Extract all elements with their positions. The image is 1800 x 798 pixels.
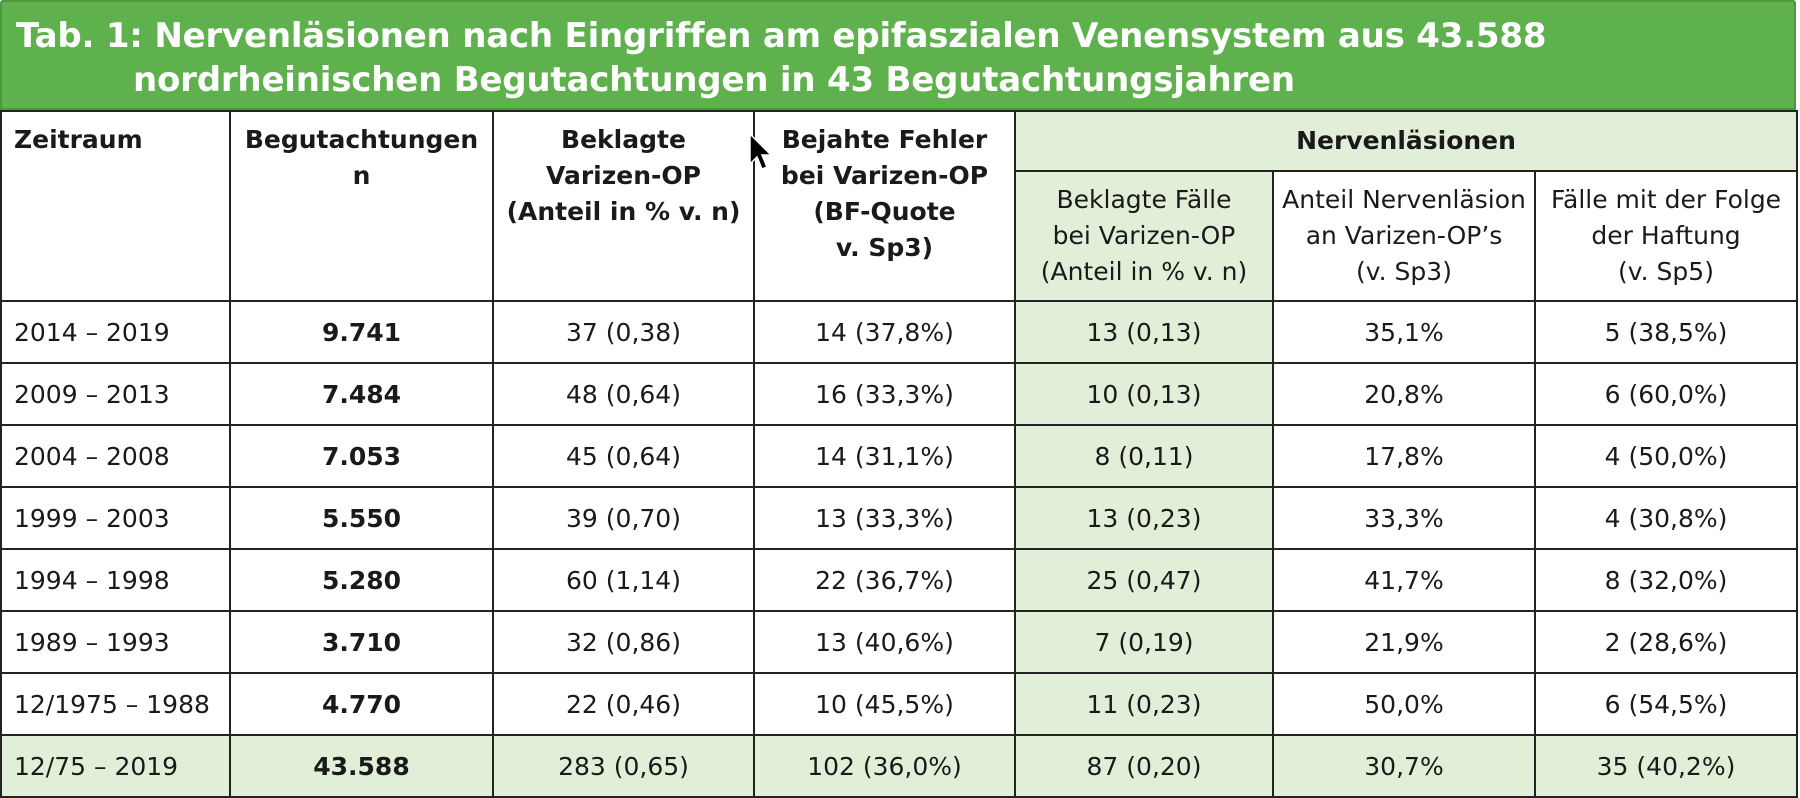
cell-begutachtungen: 9.741 [230, 301, 493, 363]
cell-begutachtungen: 7.484 [230, 363, 493, 425]
cell-anteil: 41,7% [1273, 549, 1535, 611]
cell-haftung: 35 (40,2%) [1535, 735, 1797, 797]
table-row-total [1, 735, 1797, 797]
cell-beklagte: 37 (0,38) [493, 301, 754, 363]
cell-zeitraum: 2014 – 2019 [1, 301, 230, 363]
cell-begutachtungen: 4.770 [230, 673, 493, 735]
cell-bejahte: 16 (33,3%) [754, 363, 1015, 425]
header-begutachtungen: Begutachtungen n [230, 111, 493, 301]
table-title-line-2: nordrheinischen Begutachtungen in 43 Begutachtungsjahren [133, 60, 1295, 100]
cell-anteil: 50,0% [1273, 673, 1535, 735]
cell-begutachtungen: 5.550 [230, 487, 493, 549]
cell-begutachtungen: 3.710 [230, 611, 493, 673]
cell-beklagte-faelle: 10 (0,13) [1015, 363, 1273, 425]
data-table [0, 110, 1798, 798]
header-anteil-nervenlaesion: Anteil Nervenläsion an Varizen-OP’s (v. Sp3) [1273, 171, 1535, 301]
cell-bejahte: 13 (33,3%) [754, 487, 1015, 549]
cell-anteil: 33,3% [1273, 487, 1535, 549]
header-nervenlaesionen-group: Nervenläsionen [1015, 111, 1797, 171]
cell-begutachtungen: 43.588 [230, 735, 493, 797]
cell-zeitraum: 12/75 – 2019 [1, 735, 230, 797]
cell-beklagte-faelle: 13 (0,13) [1015, 301, 1273, 363]
cell-beklagte: 48 (0,64) [493, 363, 754, 425]
cell-bejahte: 14 (37,8%) [754, 301, 1015, 363]
cell-beklagte-faelle: 7 (0,19) [1015, 611, 1273, 673]
cell-beklagte: 32 (0,86) [493, 611, 754, 673]
cell-begutachtungen: 7.053 [230, 425, 493, 487]
table-row [1, 363, 1797, 425]
cell-zeitraum: 1989 – 1993 [1, 611, 230, 673]
cell-zeitraum: 12/1975 – 1988 [1, 673, 230, 735]
cell-zeitraum: 2004 – 2008 [1, 425, 230, 487]
header-bejahte-fehler: Bejahte Fehler bei Varizen-OP (BF-Quote v. Sp3) [754, 111, 1015, 301]
cell-anteil: 17,8% [1273, 425, 1535, 487]
table-row [1, 549, 1797, 611]
cell-haftung: 4 (50,0%) [1535, 425, 1797, 487]
cell-beklagte: 60 (1,14) [493, 549, 754, 611]
cell-beklagte-faelle: 11 (0,23) [1015, 673, 1273, 735]
cell-anteil: 21,9% [1273, 611, 1535, 673]
cell-beklagte: 283 (0,65) [493, 735, 754, 797]
header-zeitraum: Zeitraum [1, 111, 230, 301]
cell-haftung: 4 (30,8%) [1535, 487, 1797, 549]
mouse-pointer-icon [748, 132, 772, 172]
table-title-bar [0, 0, 1796, 110]
cell-anteil: 30,7% [1273, 735, 1535, 797]
cell-beklagte: 45 (0,64) [493, 425, 754, 487]
header-beklagte-varizen-op: Beklagte Varizen-OP (Anteil in % v. n) [493, 111, 754, 301]
header-beklagte-faelle: Beklagte Fälle bei Varizen-OP (Anteil in % v. n) [1015, 171, 1273, 301]
table-row [1, 673, 1797, 735]
table-title-line-1: Tab. 1: Nervenläsionen nach Eingriffen am epifaszialen Venensystem aus 43.588 [16, 16, 1547, 56]
cell-haftung: 6 (60,0%) [1535, 363, 1797, 425]
cell-anteil: 35,1% [1273, 301, 1535, 363]
cell-zeitraum: 1994 – 1998 [1, 549, 230, 611]
cell-begutachtungen: 5.280 [230, 549, 493, 611]
cell-beklagte: 22 (0,46) [493, 673, 754, 735]
cell-zeitraum: 2009 – 2013 [1, 363, 230, 425]
cell-haftung: 6 (54,5%) [1535, 673, 1797, 735]
cell-bejahte: 10 (45,5%) [754, 673, 1015, 735]
table-row [1, 425, 1797, 487]
table-row [1, 301, 1797, 363]
cell-haftung: 8 (32,0%) [1535, 549, 1797, 611]
table-row [1, 611, 1797, 673]
cell-beklagte-faelle: 13 (0,23) [1015, 487, 1273, 549]
cell-haftung: 2 (28,6%) [1535, 611, 1797, 673]
cell-bejahte: 22 (36,7%) [754, 549, 1015, 611]
cell-bejahte: 13 (40,6%) [754, 611, 1015, 673]
cell-beklagte: 39 (0,70) [493, 487, 754, 549]
header-faelle-haftung: Fälle mit der Folge der Haftung (v. Sp5) [1535, 171, 1797, 301]
cell-haftung: 5 (38,5%) [1535, 301, 1797, 363]
table-row [1, 487, 1797, 549]
cell-beklagte-faelle: 8 (0,11) [1015, 425, 1273, 487]
cell-beklagte-faelle: 25 (0,47) [1015, 549, 1273, 611]
cell-zeitraum: 1999 – 2003 [1, 487, 230, 549]
cell-beklagte-faelle: 87 (0,20) [1015, 735, 1273, 797]
cell-bejahte: 102 (36,0%) [754, 735, 1015, 797]
cell-anteil: 20,8% [1273, 363, 1535, 425]
cell-bejahte: 14 (31,1%) [754, 425, 1015, 487]
